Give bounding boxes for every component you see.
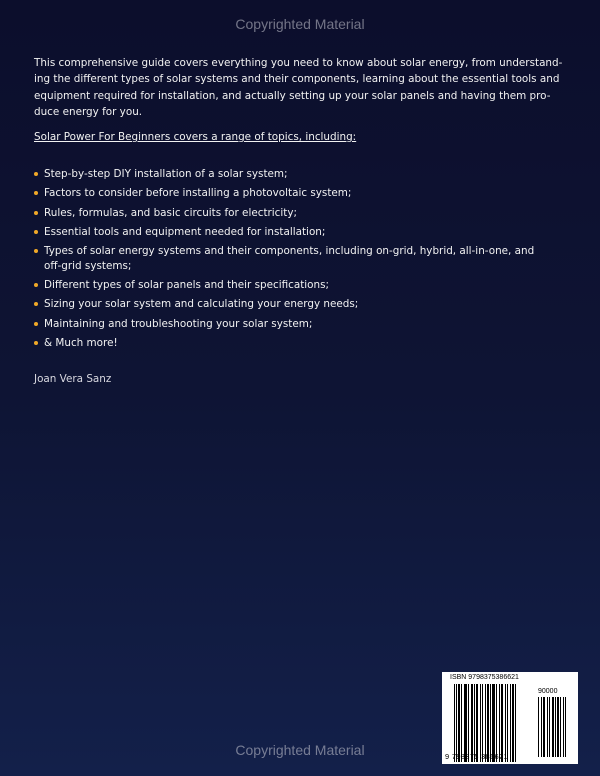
bullet-icon — [34, 283, 38, 287]
bullet-icon — [34, 341, 38, 345]
bullet-icon — [34, 249, 38, 253]
topics-heading: Solar Power For Beginners covers a range of topics, including: — [34, 131, 357, 143]
list-item: & Much more! — [34, 336, 534, 351]
list-item: Step-by-step DIY installation of a solar system; — [34, 167, 534, 182]
isbn-label: ISBN 9798375386621 — [450, 674, 519, 681]
bullet-icon — [34, 322, 38, 326]
bullet-icon — [34, 172, 38, 176]
description — [34, 55, 574, 120]
list-item: Sizing your solar system and calculating your energy needs; — [34, 297, 534, 312]
watermark-bottom: Copyrighted Material — [235, 742, 365, 758]
list-item: Types of solar energy systems and their components, including on-grid, hybrid, all-in-one, and off-grid systems; — [34, 244, 534, 273]
bullet-icon — [34, 302, 38, 306]
list-item: Essential tools and equipment needed for installation; — [34, 225, 534, 240]
description-line: ing the different types of solar systems and their components, learning about the essential tools and — [34, 73, 560, 86]
list-item: Rules, formulas, and basic circuits for electricity; — [34, 206, 534, 221]
bullet-icon — [34, 211, 38, 215]
price-addon: 90000 — [538, 688, 558, 695]
barcode-digits: 9 798375 386621 — [445, 752, 508, 761]
list-item: Factors to consider before installing a photovoltaic system; — [34, 186, 534, 201]
topics-list — [34, 167, 534, 355]
list-item: Maintaining and troubleshooting your solar system; — [34, 317, 534, 332]
description-line: duce energy for you. — [34, 105, 143, 118]
watermark-top: Copyrighted Material — [235, 16, 365, 32]
author-name: Joan Vera Sanz — [34, 373, 112, 385]
list-item: Different types of solar panels and their specifications; — [34, 278, 534, 293]
bullet-icon — [34, 230, 38, 234]
description-line: This comprehensive guide covers everything you need to know about solar energy, from understand- — [34, 57, 563, 69]
description-line: equipment required for installation, and actually setting up your solar panels and having them pro- — [34, 89, 551, 102]
bullet-icon — [34, 191, 38, 195]
